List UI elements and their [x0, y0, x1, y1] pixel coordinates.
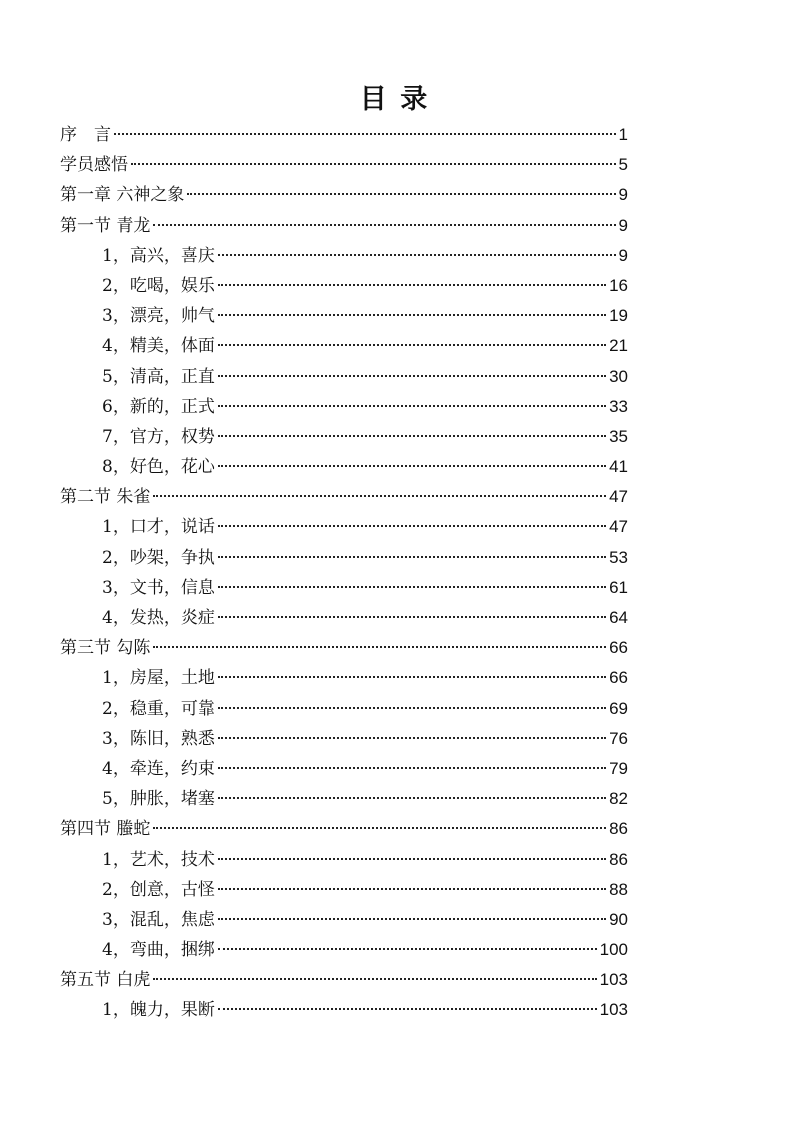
toc-page-number: 88 — [609, 879, 628, 899]
toc-page-number: 64 — [609, 608, 628, 627]
toc-entry — [60, 754, 628, 784]
toc-dot-leader — [131, 163, 616, 165]
toc-dot-leader — [218, 344, 606, 346]
toc-dot-leader — [218, 1008, 597, 1010]
toc-entry — [60, 633, 628, 663]
toc-entry-label: 学员感悟 — [60, 155, 128, 176]
toc-page-number: 86 — [609, 849, 628, 869]
toc-dot-leader — [153, 827, 606, 829]
toc-entry-label: 1，口才，说话 — [102, 517, 215, 538]
toc-entry — [60, 150, 628, 180]
toc-entry-label: 第二节 朱雀 — [60, 487, 151, 508]
toc-entry — [60, 512, 628, 542]
toc-entry-label: 第三节 勾陈 — [60, 638, 151, 659]
toc-page-number: 33 — [609, 396, 628, 416]
toc-entry-label: 序 言 — [60, 125, 111, 145]
toc-entry-label: 3，文书，信息 — [102, 577, 215, 598]
toc-entry-label: 3，混乱，焦虑 — [102, 909, 215, 930]
toc-entry-label: 2，稳重，可靠 — [102, 698, 215, 719]
toc-dot-leader — [218, 707, 606, 709]
toc-dot-leader — [218, 676, 606, 678]
table-of-contents — [60, 120, 628, 1026]
toc-dot-leader — [218, 918, 606, 920]
toc-dot-leader — [153, 978, 596, 980]
toc-page-number: 47 — [609, 487, 628, 507]
toc-dot-leader — [218, 284, 606, 286]
toc-page-number: 76 — [609, 728, 628, 748]
toc-dot-leader — [218, 375, 606, 377]
toc-page-number: 53 — [609, 547, 628, 567]
toc-page-number: 66 — [609, 668, 628, 688]
toc-entry — [60, 301, 628, 331]
toc-page-number: 9 — [618, 185, 628, 205]
toc-page-number: 35 — [609, 426, 628, 446]
toc-entry — [60, 241, 628, 271]
toc-page-number: 30 — [609, 366, 628, 386]
toc-entry-label: 3，漂亮，帅气 — [102, 306, 215, 327]
toc-dot-leader — [218, 254, 616, 256]
toc-page-number: 41 — [609, 457, 628, 477]
toc-entry-label: 4，弯曲，捆绑 — [102, 940, 215, 961]
toc-entry — [60, 211, 628, 241]
toc-dot-leader — [187, 193, 615, 195]
toc-entry — [60, 271, 628, 301]
toc-page-number: 100 — [599, 940, 628, 960]
toc-page-number: 61 — [609, 577, 628, 597]
toc-entry-label: 第一节 青龙 — [60, 215, 151, 236]
toc-page-number: 9 — [618, 215, 628, 235]
toc-entry-label: 5，肿胀，堵塞 — [102, 789, 215, 810]
toc-dot-leader — [218, 586, 606, 588]
toc-page-number: 90 — [609, 909, 628, 929]
toc-entry-label: 5，清高，正直 — [102, 366, 215, 387]
toc-dot-leader — [153, 224, 615, 226]
toc-dot-leader — [218, 858, 606, 860]
toc-entry — [60, 120, 628, 150]
toc-entry-label: 8，好色，花心 — [102, 457, 215, 478]
toc-dot-leader — [114, 133, 616, 135]
toc-entry-label: 4，精美，体面 — [102, 336, 215, 357]
toc-entry — [60, 814, 628, 844]
toc-page-number: 9 — [618, 245, 628, 265]
toc-entry — [60, 965, 628, 995]
toc-dot-leader — [153, 495, 606, 497]
toc-entry-label: 4，牵连，约束 — [102, 758, 215, 779]
toc-entry — [60, 362, 628, 392]
toc-entry — [60, 180, 628, 210]
toc-page-number: 69 — [609, 698, 628, 718]
toc-page-number: 47 — [609, 517, 628, 537]
toc-page-number: 66 — [609, 638, 628, 658]
toc-entry-label: 1，高兴，喜庆 — [102, 245, 215, 266]
toc-entry — [60, 543, 628, 573]
toc-page-number: 5 — [618, 155, 628, 175]
toc-page-number: 79 — [609, 758, 628, 778]
toc-dot-leader — [218, 405, 606, 407]
toc-entry-label: 7，官方，权势 — [102, 426, 215, 447]
toc-dot-leader — [218, 948, 597, 950]
toc-dot-leader — [218, 556, 606, 558]
toc-entry-label: 2，吃喝，娱乐 — [102, 275, 215, 296]
toc-entry-label: 6，新的，正式 — [102, 396, 215, 417]
toc-entry — [60, 875, 628, 905]
toc-entry — [60, 995, 628, 1025]
toc-entry — [60, 392, 628, 422]
toc-entry — [60, 452, 628, 482]
toc-page-number: 103 — [599, 1000, 628, 1020]
toc-entry-label: 1，房屋，土地 — [102, 668, 215, 689]
toc-dot-leader — [218, 525, 606, 527]
toc-entry — [60, 905, 628, 935]
toc-page-number: 16 — [609, 275, 628, 295]
toc-entry — [60, 784, 628, 814]
toc-entry-label: 2，创意，古怪 — [102, 879, 215, 900]
toc-dot-leader — [218, 737, 606, 739]
toc-dot-leader — [218, 465, 606, 467]
toc-dot-leader — [153, 646, 606, 648]
toc-entry — [60, 422, 628, 452]
toc-entry-label: 第五节 白虎 — [60, 970, 151, 991]
toc-page-number: 103 — [599, 970, 628, 990]
toc-entry — [60, 573, 628, 603]
toc-entry — [60, 694, 628, 724]
toc-dot-leader — [218, 767, 606, 769]
toc-entry-label: 1，魄力，果断 — [102, 1000, 215, 1021]
toc-page-number: 82 — [609, 789, 628, 809]
toc-page-number: 1 — [618, 125, 628, 144]
toc-entry — [60, 724, 628, 754]
toc-entry — [60, 482, 628, 512]
toc-dot-leader — [218, 797, 606, 799]
toc-entry-label: 2，吵架，争执 — [102, 547, 215, 568]
toc-entry — [60, 663, 628, 693]
toc-dot-leader — [218, 616, 606, 618]
toc-entry-label: 第四节 螣蛇 — [60, 819, 151, 840]
toc-entry — [60, 331, 628, 361]
toc-page-number: 86 — [609, 819, 628, 839]
toc-dot-leader — [218, 435, 606, 437]
toc-page-number: 21 — [609, 336, 628, 356]
toc-entry — [60, 603, 628, 633]
toc-entry-label: 第一章 六神之象 — [60, 185, 185, 206]
page-title: 目 录 — [359, 84, 430, 115]
toc-entry — [60, 845, 628, 875]
toc-dot-leader — [218, 314, 606, 316]
toc-page-number: 19 — [609, 306, 628, 326]
toc-entry-label: 4，发热，炎症 — [102, 608, 215, 628]
toc-entry-label: 3，陈旧，熟悉 — [102, 728, 215, 749]
toc-dot-leader — [218, 888, 606, 890]
toc-entry — [60, 935, 628, 965]
toc-entry-label: 1，艺术，技术 — [102, 849, 215, 870]
